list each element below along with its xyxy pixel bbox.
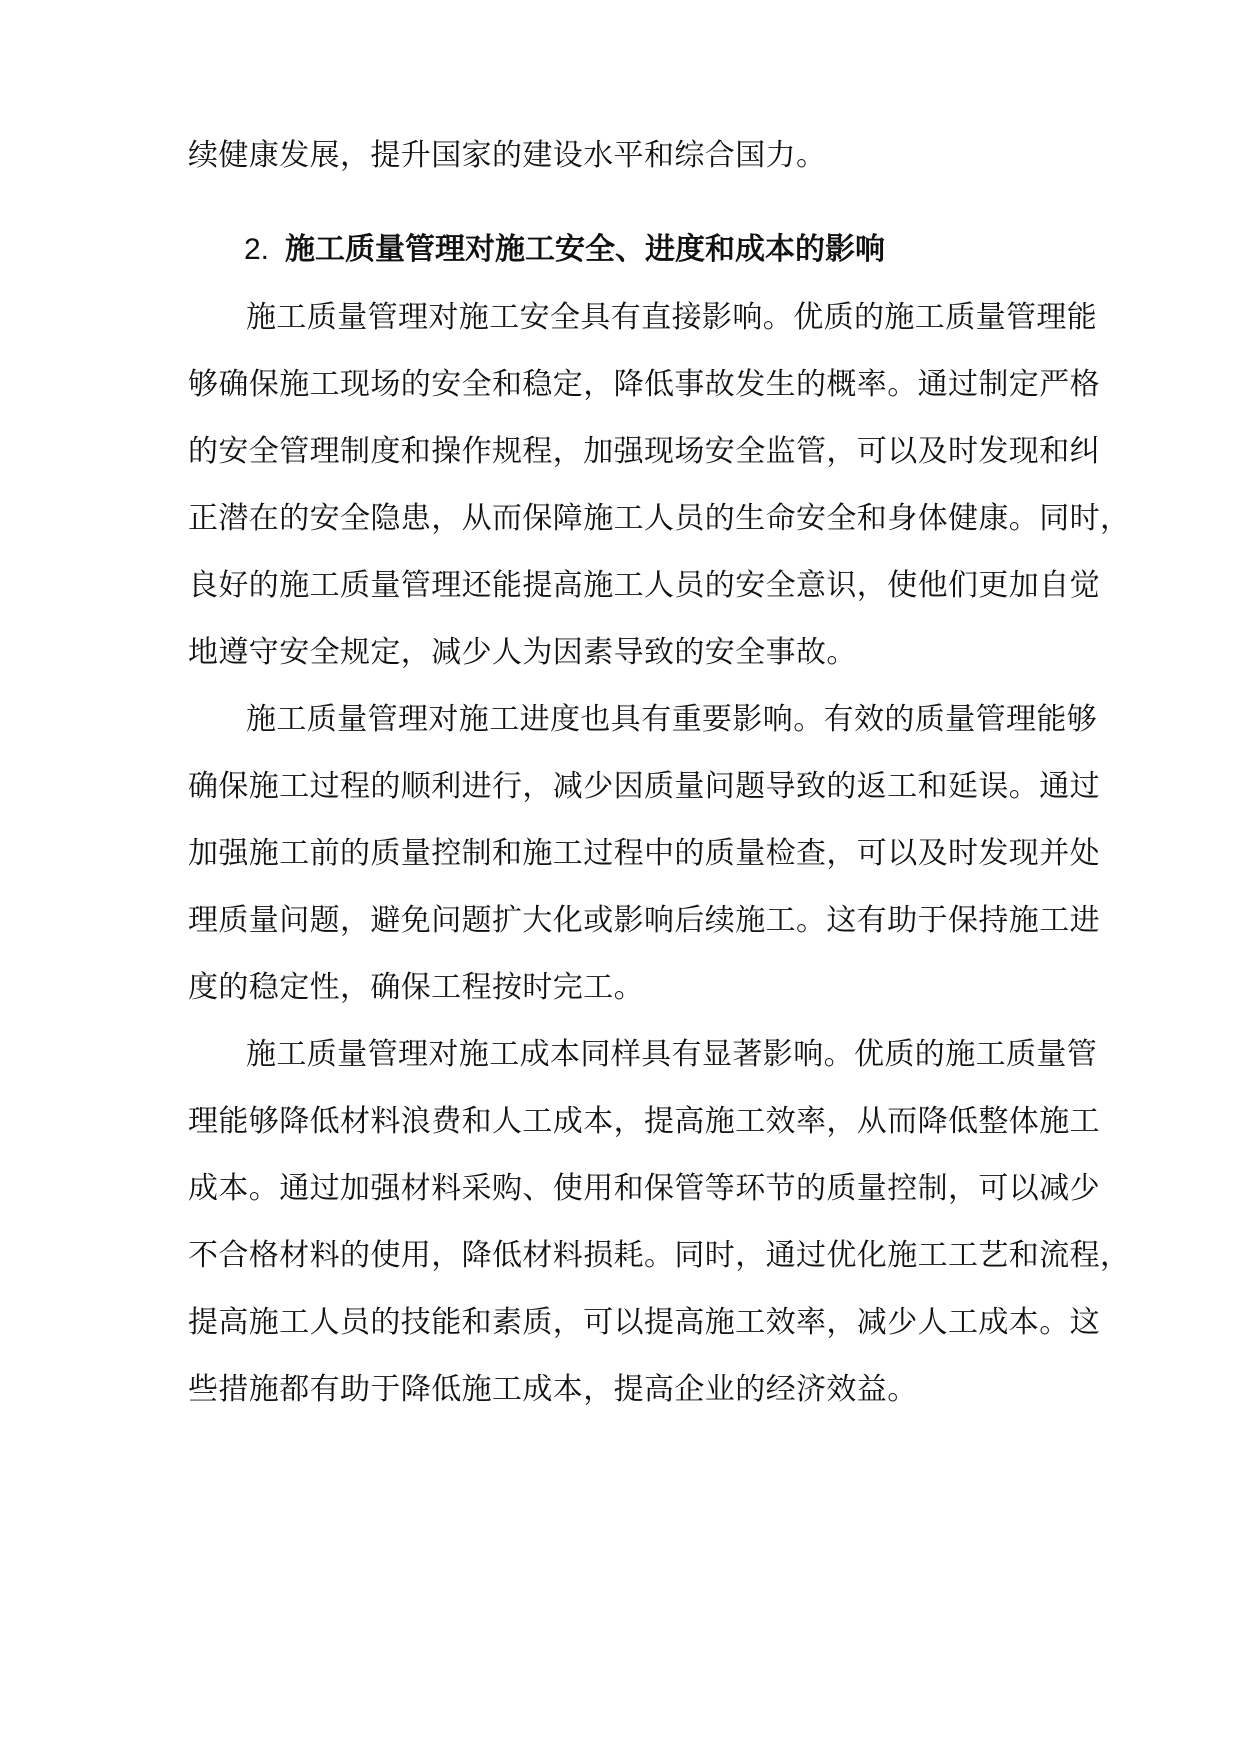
paragraph-line: 施工质量管理对施工成本同样具有显著影响。优质的施工质量管 — [246, 1037, 1098, 1072]
paragraph-line: 些措施都有助于降低施工成本，提高企业的经济效益。 — [188, 1372, 918, 1407]
paragraph-line: 加强施工前的质量控制和施工过程中的质量检查，可以及时发现并处 — [188, 836, 1100, 871]
paragraph-line: 理能够降低材料浪费和人工成本，提高施工效率，从而降低整体施工 — [188, 1104, 1100, 1139]
paragraph-line: 的安全管理制度和操作规程，加强现场安全监管，可以及时发现和纠 — [188, 434, 1100, 469]
paragraph-line: 正潜在的安全隐患，从而保障施工人员的生命安全和身体健康。同时， — [188, 501, 1131, 536]
paragraph-line: 确保施工过程的顺利进行，减少因质量问题导致的返工和延误。通过 — [188, 769, 1100, 804]
section-number: 2. — [244, 233, 270, 266]
paragraph-line: 度的稳定性，确保工程按时完工。 — [188, 970, 644, 1005]
paragraph-line: 够确保施工现场的安全和稳定，降低事故发生的概率。通过制定严格 — [188, 367, 1100, 402]
paragraph-line: 理质量问题，避免问题扩大化或影响后续施工。这有助于保持施工进 — [188, 903, 1100, 938]
paragraph-line: 提高施工人员的技能和素质，可以提高施工效率，减少人工成本。这 — [188, 1305, 1100, 1340]
paragraph-line: 地遵守安全规定，减少人为因素导致的安全事故。 — [188, 635, 857, 670]
paragraph-line: 不合格材料的使用，降低材料损耗。同时，通过优化施工工艺和流程， — [188, 1238, 1131, 1273]
section-heading — [244, 230, 885, 270]
paragraph-line: 成本。通过加强材料采购、使用和保管等环节的质量控制，可以减少 — [188, 1171, 1100, 1206]
paragraph-line: 施工质量管理对施工进度也具有重要影响。有效的质量管理能够 — [246, 702, 1098, 737]
continuation-line: 续健康发展，提升国家的建设水平和综合国力。 — [188, 138, 827, 173]
paragraph-line: 良好的施工质量管理还能提高施工人员的安全意识，使他们更加自觉 — [188, 568, 1100, 603]
paragraph-line: 施工质量管理对施工安全具有直接影响。优质的施工质量管理能 — [246, 300, 1098, 335]
section-title: 施工质量管理对施工安全、进度和成本的影响 — [285, 232, 886, 267]
